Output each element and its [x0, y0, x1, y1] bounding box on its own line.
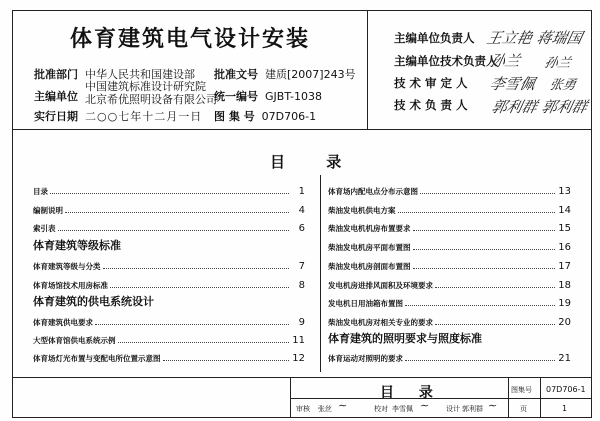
toc-column-divider [320, 175, 321, 372]
title-block-title: 目 录 [380, 385, 443, 401]
review-signature: ~ [336, 399, 349, 412]
toc-section-heading: 体育建筑等级标准 [33, 239, 121, 252]
toc-entry: 柴油发电机房对相关专业的要求 20 [328, 317, 571, 328]
toc-section-heading: 体育建筑的供电系统设计 [33, 295, 154, 308]
toc-entry: 柴油发电机房剖面布置图 17 [328, 261, 571, 272]
toc-entry: 体育运动对照明的要求 21 [328, 353, 571, 364]
toc-entry: 体育场内配电点分布示意图 13 [328, 186, 571, 197]
signature: 蒋瑞国 [534, 29, 584, 47]
toc-entry: 体育场馆技术用房标准 8 [33, 280, 305, 291]
review-name: 张丝 [318, 405, 332, 413]
toc-entry: 体育建筑等级与分类 7 [33, 261, 305, 272]
signature: 张勇 [547, 78, 578, 93]
check-signature: ~ [418, 399, 431, 412]
toc-entry: 目录 1 [33, 186, 305, 197]
page-label: 页 [520, 405, 527, 413]
signature: 王立艳 [484, 29, 534, 47]
atlas-no-label: 图集号 [511, 386, 532, 394]
signature: 郭利群 [539, 98, 589, 116]
toc-entry: 编制说明 4 [33, 205, 305, 216]
resp-tech-lead: 技 术 负 责 人 [394, 98, 468, 112]
chief-unit-label: 主编单位 [34, 90, 78, 103]
toc-entry: 索引表 6 [33, 223, 305, 234]
atlas-no: 图 集 号 07D706-1 [214, 110, 317, 123]
title-block-top-line [12, 377, 592, 378]
review-label: 审核 [296, 405, 310, 413]
design-name: 郭利群 [462, 405, 483, 413]
unified-no: 统一编号 GJBT-1038 [214, 90, 322, 103]
toc-entry: 体育建筑供电要求 9 [33, 317, 305, 328]
signature: 孙兰 [542, 56, 573, 71]
signature: 李雪佩 [487, 75, 537, 93]
resp-reviewer: 技 术 审 定 人 [394, 76, 468, 90]
toc-entry: 发电机房进排风面积及环境要求 18 [328, 280, 571, 291]
toc-entry: 发电机日用油箱布置图 19 [328, 298, 571, 309]
effective-date: 实行日期 二○○七年十二月一日 [34, 110, 203, 123]
toc-entry: 柴油发电机房平面布置图 16 [328, 242, 571, 253]
resp-tech-chief: 主编单位技术负责人 [394, 54, 498, 68]
design-label: 设计 [446, 405, 460, 413]
chief-unit-value: 中国建筑标准设计研究院 北京希优照明设备有限公司 [85, 80, 217, 106]
toc-entry: 柴油发电机供电方案 14 [328, 205, 571, 216]
toc-title: 目 录 [270, 153, 360, 171]
header-bottom-line [12, 129, 592, 130]
approval-no: 批准文号 建质[2007]243号 [214, 68, 356, 81]
toc-section-heading: 体育建筑的照明要求与照度标准 [328, 332, 482, 345]
page-value: 1 [562, 404, 568, 413]
resp-chief: 主编单位负责人 [394, 31, 475, 45]
check-label: 校对 [374, 405, 388, 413]
toc-entry: 体育场灯光布置与变配电所位置示意图 12 [33, 353, 305, 364]
approval-dept: 批准部门 中华人民共和国建设部 [34, 68, 195, 81]
design-signature: ~ [486, 399, 499, 412]
signature: 郭利群 [489, 98, 539, 116]
signature: 孙兰 [487, 52, 522, 70]
header-divider [367, 10, 368, 129]
toc-entry: 柴油发电机机房布置要求 15 [328, 223, 571, 234]
toc-entry: 大型体育馆供电系统示例 11 [33, 335, 305, 346]
sheet-title: 体育建筑电气设计安装 [70, 26, 311, 52]
atlas-no-value: 07D706-1 [546, 385, 586, 394]
check-name: 李雪佩 [392, 405, 413, 413]
